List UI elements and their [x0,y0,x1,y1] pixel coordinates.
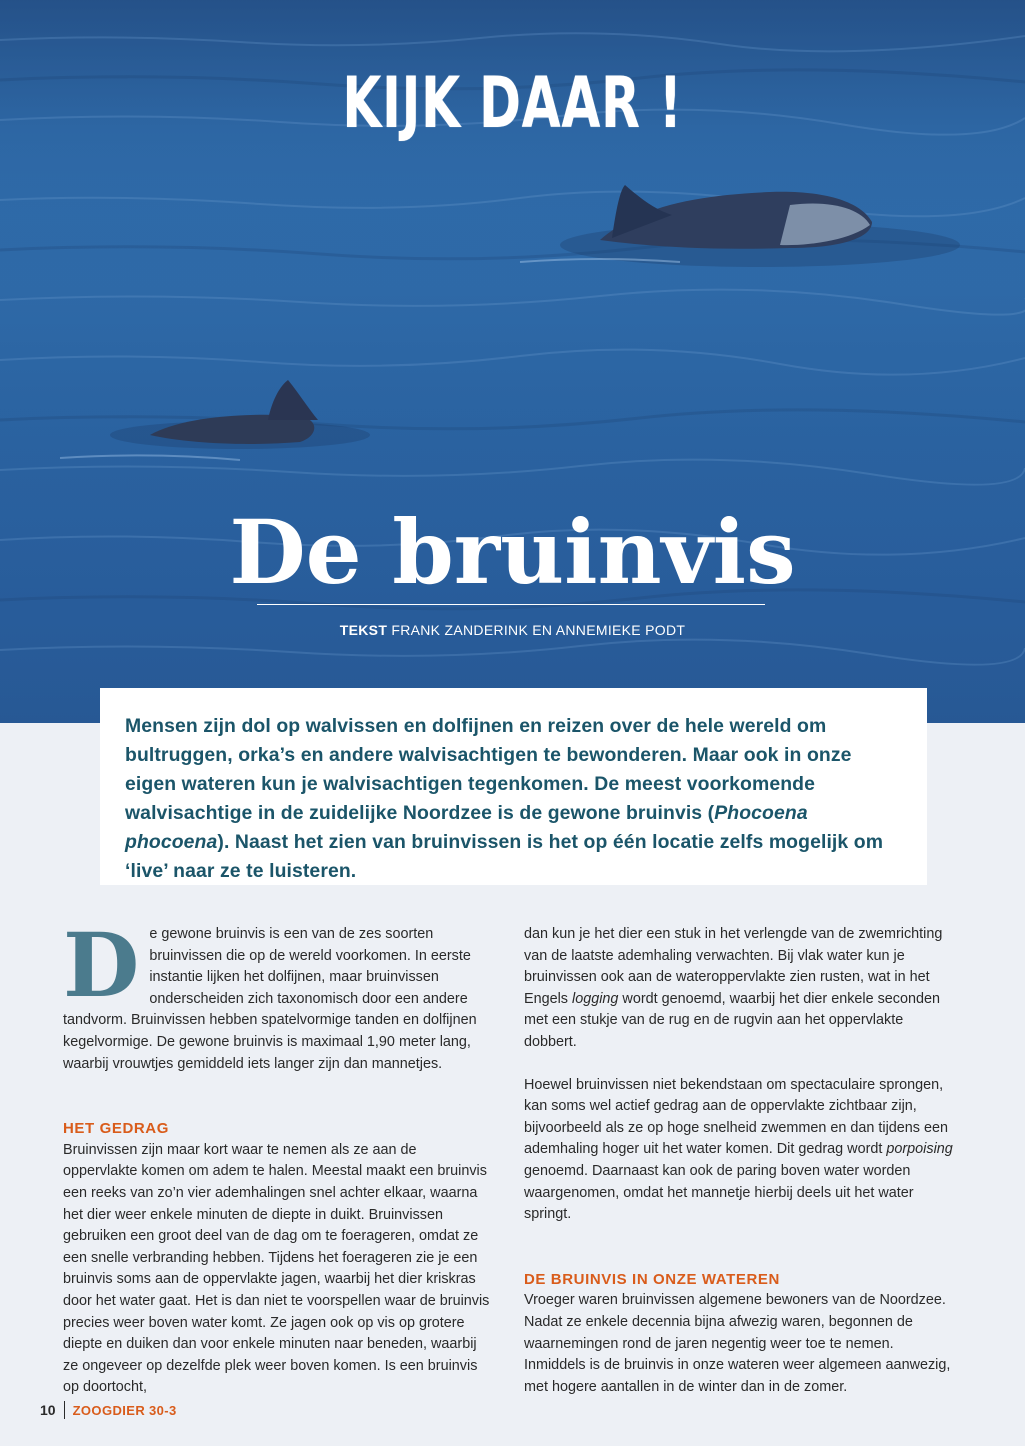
title-divider [257,604,765,605]
intro-text-part: Mensen zijn dol op walvissen en dolfijnen en reizen over de hele wereld om bultruggen, orka’s en andere walvisachtigen te bewonderen. Maar ook in onze eigen wateren kun je walvisachtigen tegenkomen. De meest voorkomende walvisachtige in de zuidelijke Noordzee is de gewone bruinvis ( [125,715,852,824]
species-name: Phocoena phocoena [125,802,808,853]
paragraph-text: Hoewel bruinvissen niet bekendstaan om spectaculaire sprongen, kan soms wel actief gedrag aan de oppervlakte zichtbaar zijn, bijvoorbeeld als ze op hoge snelheid zwemmen en dan tijdens een ademhaling hoger uit het water komen. Dit gedrag wordt [524,1076,949,1158]
byline [0,622,1025,638]
paragraph-text: wordt genoemd, waarbij het dier enkele seconden met een stukje van de rug en de rugvin aan het oppervlakte dobbert. [524,990,941,1050]
paragraph: Vroeger waren bruinvissen algemene bewoners van de Noordzee. Nadat ze enkele decennia bijna afwezig waren, begonnen de waarnemingen rond de jaren negentig weer toe te nemen. Inmiddels is de bruinvis in onze wateren weer algemeen aanwezig, met hogere aantallen in de winter dan in de zomer. [524,1292,951,1395]
footer-divider [64,1401,65,1419]
byline-authors: FRANK ZANDERINK EN ANNEMIEKE PODT [391,622,686,638]
paragraph-text: e gewone bruinvis is een van de zes soorten bruinvissen die op de wereld voorkomen. In eerste instantie lijken het dolfijnen, maar bruinvissen onderscheiden zich taxonomisch door een andere tandvorm. Bruinvissen hebben spatelvormige tanden en dolfijnen kegelvormige. De gewone bruinvis is maximaal 1,90 meter lang, waarbij vrouwtjes gemiddeld iets langer zijn dan mannetjes. [63,926,477,1072]
intro-text-part: ). Naast het zien van bruinvissen is het op één locatie zelfs mogelijk om ‘live’ naar ze te luisteren. [125,831,884,882]
page-footer [40,1401,177,1419]
section-heading: HET GEDRAG [63,1120,170,1138]
term: porpoising [886,1141,953,1158]
article-title: De bruinvis [229,500,796,604]
paragraph [63,913,493,1075]
paragraph [524,924,954,1054]
intro-box [100,688,927,885]
paragraph: Bruinvissen zijn maar kort waar te nemen als ze aan de oppervlakte komen om adem te halen. Meestal maakt een bruinvis een reeks van zo’n vier ademhalingen snel achter elkaar, waarna het dier weer enkele minuten de diepte in duikt. Bruinvissen gebruiken een groot deel van de dag om te foerageren, omdat ze een snelle verbranding hebben. Tijdens het foerageren zie je een bruinvis soms aan de oppervlakte jagen, waarbij het dier kriskras door het water gaat. Het is dan niet te voorspellen waar de bruinvis precies weer boven water komt. Ze jagen ook op vis op grotere diepte en duiken dan voor enkele minuten naar beneden, waarbij ze ongeveer op dezelfde plek weer boven komen. Is een bruinvis op doortocht, [63,1141,490,1396]
section-kicker: KIJK DAAR ! [342,62,683,144]
page-number: 10 [40,1402,56,1418]
paragraph-text: genoemd. Daarnaast kan ook de paring boven water worden waargenomen, omdat het mannetje hierbij deels uit het water springt. [524,1162,914,1223]
paragraph-text: dan kun je het dier een stuk in het verlengde van de zwemrichting van de laatste ademhaling verwachten. Bij vlak water kun je bruinvissen ook aan de wateroppervlakte zien rusten, wat in het Engels [524,926,943,1007]
issue-number: 30-3 [149,1403,177,1418]
column-right [524,924,954,1398]
byline-label: TEKST [339,622,388,638]
magazine-name: ZOOGDIER [72,1403,146,1418]
column-left [63,913,493,1399]
drop-cap: D [63,913,140,1017]
intro-text [125,712,899,886]
term: logging [572,990,619,1007]
paragraph [524,1075,954,1226]
section-heading: DE BRUINVIS IN ONZE WATEREN [524,1270,780,1288]
